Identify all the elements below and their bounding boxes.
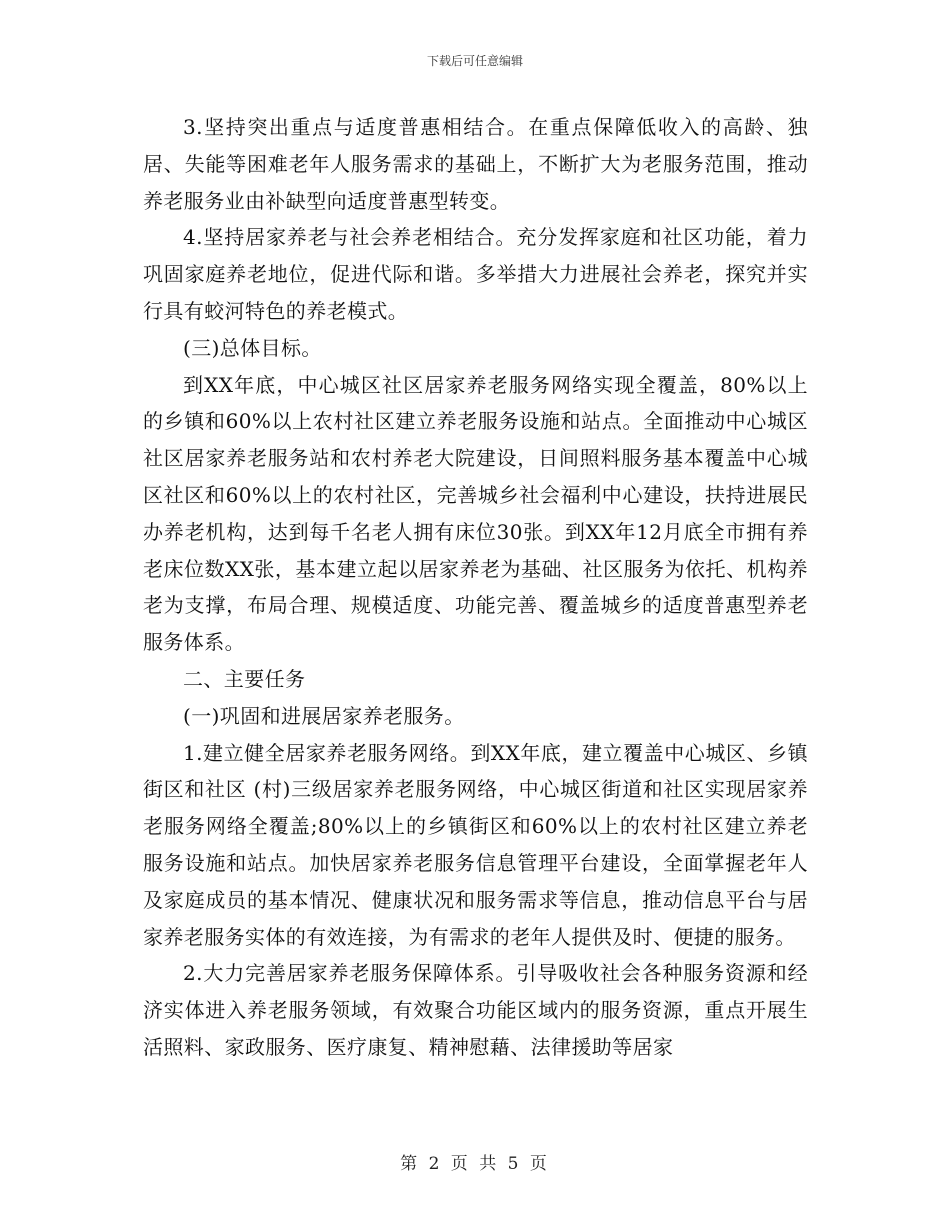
paragraph-task-2: 2.大力完善居家养老服务保障体系。引导吸收社会各种服务资源和经济实体进入养老服务领域，有效聚合功能区域内的服务资源，重点开展生活照料、家政服务、医疗康复、精神慰藉、法律援助等居家	[143, 961, 808, 1059]
page-header: 下载后可任意编辑	[426, 54, 523, 68]
page-number: 第 2 页 共 5 页	[400, 1154, 550, 1174]
paragraph-task-1: 1.建立健全居家养老服务网络。到XX年底，建立覆盖中心城区、乡镇街区和社区 (村)三级居家养老服务网络，中心城区街道和社区实现居家养老服务网络全覆盖;80%以上的乡镇街区和60%以上的农村社区建立养老服务设施和站点。加快居家养老服务信息管理平台建设，全面掌握老年人及家庭成员的基本情况、健康状况和服务需求等信息，推动信息平台与居家养老服务实体的有效连接，为有需求的老年人提供及时、便捷的服务。	[143, 740, 808, 949]
document-body	[143, 109, 808, 1066]
paragraph-overall-goal: 到XX年底，中心城区社区居家养老服务网络实现全覆盖，80%以上的乡镇和60%以上农村社区建立养老服务设施和站点。全面推动中心城区社区居家养老服务站和农村养老大院建设，日间照料服务基本覆盖中心城区社区和60%以上的农村社区，完善城乡社会福利中心建设，扶持进展民办养老机构，达到每千名老人拥有床位30张。到XX年12月底全市拥有养老床位数XX张，基本建立起以居家养老为基础、社区服务为依托、机构养老为支撑，布局合理、规模适度、功能完善、覆盖城乡的适度普惠型养老服务体系。	[143, 372, 808, 655]
section-heading-main-tasks: 二、主要任务	[183, 666, 306, 691]
section-heading-overall-goal: (三)总体目标。	[183, 335, 322, 360]
subsection-heading-home-care: (一)巩固和进展居家养老服务。	[183, 703, 465, 728]
paragraph-principle-3: 3.坚持突出重点与适度普惠相结合。在重点保障低收入的高龄、独居、失能等困难老年人服务需求的基础上，不断扩大为老服务范围，推动养老服务业由补缺型向适度普惠型转变。	[143, 115, 808, 213]
paragraph-principle-4: 4.坚持居家养老与社会养老相结合。充分发挥家庭和社区功能，着力巩固家庭养老地位，促进代际和谐。多举措大力进展社会养老，探究并实行具有蛟河特色的养老模式。	[143, 225, 808, 323]
